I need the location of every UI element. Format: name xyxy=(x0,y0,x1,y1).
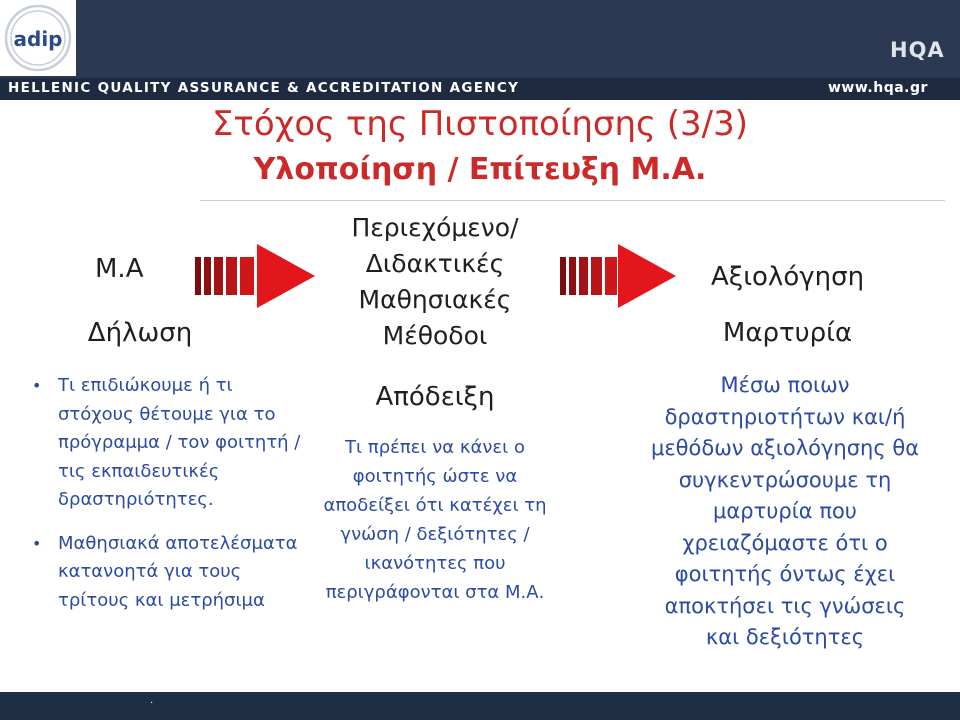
agency-name: HELLENIC QUALITY ASSURANCE & ACCREDITATION AGENCY xyxy=(8,80,520,96)
col2-body: Τι πρέπει να κάνει ο φοιτητής ώστε να αποδείξει ότι κατέχει τη γνώση / δεξιότητες / ικανότητες που περιγράφονται στα Μ.Α. xyxy=(323,437,547,603)
col3-heading: Αξιολόγηση xyxy=(710,262,865,292)
col3-body: Μέσω ποιων δραστηριοτήτων και/ή μεθόδων αξιολόγησης θα συγκεντρώσουμε τη μαρτυρία που χρειαζόμαστε ότι ο φοιτητής όντως έχει αποκτήσει τις γνώσεις και δεξιότητες xyxy=(650,373,920,649)
bullet-dot-icon: • xyxy=(32,376,42,395)
slide-subtitle: Υλοποίηση / Επίτευξη Μ.Α. xyxy=(253,152,707,187)
brand-mark: HQA xyxy=(890,38,945,62)
col1-heading: Μ.Α xyxy=(95,254,144,284)
arrow-right-icon xyxy=(195,244,315,308)
bullet-item: • Μαθησιακά αποτελέσματα κατανοητά για τους τρίτους και μετρήσιμα xyxy=(32,530,302,616)
logo-text: adip xyxy=(13,27,63,51)
col3-subheading: Μαρτυρία xyxy=(722,318,853,348)
agency-logo xyxy=(0,0,76,76)
title-divider xyxy=(200,200,945,201)
footer-mark: . xyxy=(150,695,154,706)
footer-bar xyxy=(0,692,960,720)
col2-subheading: Απόδειξη xyxy=(375,382,495,412)
slide-title: Στόχος της Πιστοποίησης (3/3) xyxy=(211,104,749,144)
col1-bullet-list xyxy=(32,372,302,630)
arrow-right-icon xyxy=(560,244,676,308)
bullet-item: • Τι επιδιώκουμε ή τι στόχους θέτουμε για το πρόγραμμα / τον φοιτητή / τις εκπαιδευτικές δραστηριότητες. xyxy=(32,372,302,515)
website-link[interactable]: www.hqa.gr xyxy=(828,80,928,96)
col1-subheading: Δήλωση xyxy=(87,318,193,348)
col2-heading: Περιεχόμενο/ Διδακτικές Μαθησιακές Μέθοδοι xyxy=(351,213,519,350)
bullet-dot-icon: • xyxy=(32,533,42,553)
